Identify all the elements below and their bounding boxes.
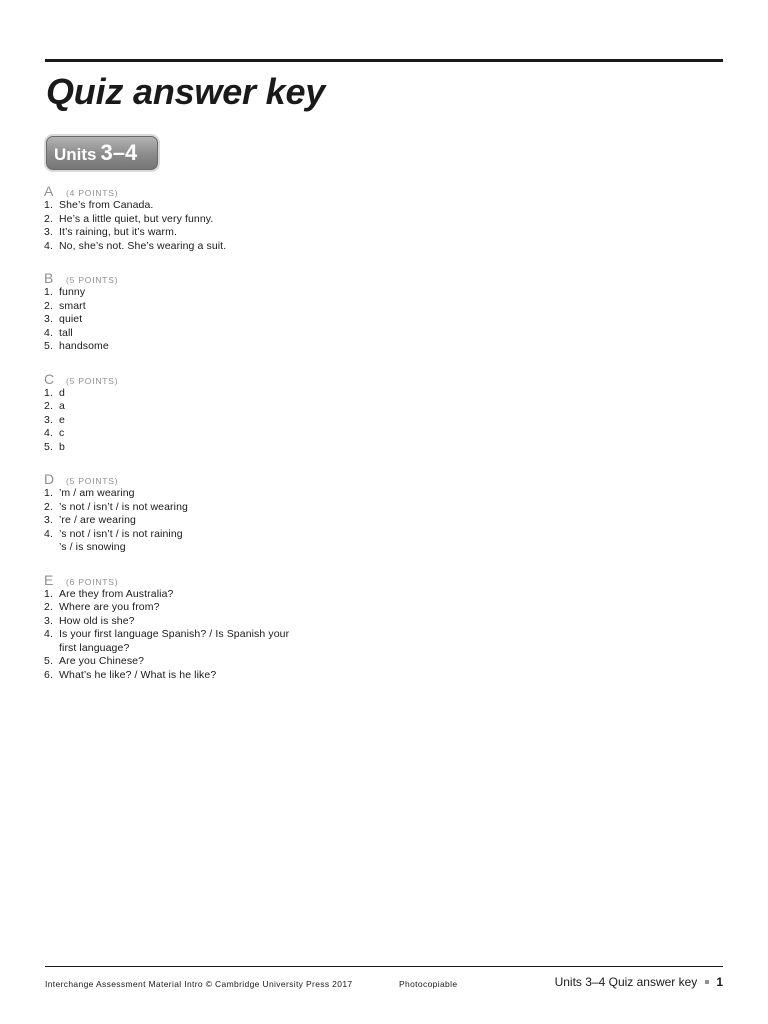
- answer-item: [44, 487, 464, 501]
- footer-section-title: Units 3–4 Quiz answer key: [554, 975, 698, 989]
- answer-item: [44, 387, 464, 401]
- answer-item: [44, 588, 464, 602]
- footer-bullet: [705, 980, 709, 984]
- section-points: (4 POINTS): [66, 188, 119, 198]
- answer-number: 1.: [44, 386, 53, 399]
- units-badge-range: 3–4: [100, 140, 138, 165]
- answer-number: 3.: [44, 614, 53, 627]
- section-letter: A: [44, 183, 54, 199]
- answer-item: [44, 601, 464, 615]
- units-badge: [46, 136, 158, 170]
- answer-number: 3.: [44, 413, 53, 426]
- answer-text: ’s not / isn’t / is not wearing: [59, 500, 188, 513]
- section-heading: [44, 572, 464, 588]
- answer-list: [44, 588, 464, 683]
- answer-text: b: [59, 440, 65, 453]
- section-letter: D: [44, 471, 55, 487]
- answer-text: He’s a little quiet, but very funny.: [59, 212, 214, 225]
- answer-item-continuation: [44, 541, 464, 555]
- page-title: Quiz answer key: [46, 71, 326, 112]
- answer-sections: [44, 183, 464, 699]
- section-e: [44, 572, 464, 683]
- answer-text: a: [59, 400, 65, 412]
- section-d: [44, 471, 464, 555]
- answer-item: [44, 414, 464, 428]
- answer-number: 1.: [44, 587, 53, 600]
- units-badge-word: Units: [54, 145, 97, 164]
- answer-number: 4.: [44, 427, 53, 439]
- answer-text: quiet: [59, 313, 83, 325]
- answer-text: Are you Chinese?: [59, 655, 145, 667]
- answer-item: [44, 669, 464, 683]
- answer-number: 1.: [44, 286, 53, 298]
- answer-number: 2.: [44, 299, 53, 312]
- footer-page-info: [555, 975, 723, 989]
- answer-item: [44, 286, 464, 300]
- answer-number: 5.: [44, 340, 53, 352]
- section-letter: B: [44, 270, 54, 286]
- answer-text: No, she’s not. She’s wearing a suit.: [59, 239, 227, 252]
- answer-number: 2.: [44, 601, 53, 613]
- section-heading: [44, 270, 464, 286]
- answer-text: Is your first language Spanish? / Is Spanish your: [59, 628, 290, 640]
- answer-item: [44, 240, 464, 254]
- answer-number: 3.: [44, 313, 53, 325]
- section-points: (6 POINTS): [66, 576, 119, 587]
- section-points: (5 POINTS): [66, 275, 119, 285]
- answer-item: [44, 340, 464, 354]
- answer-list: [44, 387, 464, 455]
- section-heading: [44, 371, 464, 387]
- answer-number: 4.: [44, 628, 53, 640]
- answer-item: [44, 213, 464, 227]
- answer-text: first language?: [59, 641, 130, 654]
- footer-photocopiable: Photocopiable: [399, 979, 458, 989]
- answer-item: [44, 441, 464, 455]
- answer-text: tall: [59, 326, 73, 339]
- answer-text: e: [59, 413, 65, 426]
- answer-text: funny: [59, 286, 86, 298]
- answer-text: handsome: [59, 340, 109, 352]
- answer-list: [44, 199, 464, 253]
- footer-copyright: Interchange Assessment Material Intro © Cambridge University Press 2017: [45, 979, 353, 989]
- answer-text: She’s from Canada.: [59, 199, 154, 211]
- answer-item: [44, 300, 464, 314]
- answer-item: [44, 226, 464, 240]
- answer-item: [44, 313, 464, 327]
- section-heading: [44, 471, 464, 487]
- answer-item: [44, 514, 464, 528]
- section-b: [44, 270, 464, 354]
- answer-number: 2.: [44, 500, 53, 513]
- answer-text: d: [59, 386, 65, 399]
- answer-item: [44, 615, 464, 629]
- answer-text: ’s / is snowing: [59, 541, 126, 553]
- answer-text: ’s not / isn’t / is not raining: [59, 527, 183, 540]
- answer-text: It’s raining, but it’s warm.: [59, 226, 177, 238]
- footer-rule: [45, 966, 723, 967]
- answer-number: 5.: [44, 440, 53, 453]
- answer-item: [44, 501, 464, 515]
- answer-number: 1.: [44, 199, 53, 211]
- section-letter: C: [44, 370, 55, 387]
- answer-number: 3.: [44, 226, 53, 238]
- answer-text: Are they from Australia?: [59, 587, 174, 600]
- answer-item: [44, 400, 464, 414]
- answer-text: smart: [59, 299, 86, 312]
- answer-item: [44, 655, 464, 669]
- section-heading: [44, 183, 464, 199]
- answer-number: 6.: [44, 668, 53, 681]
- answer-text: ’re / are wearing: [59, 514, 136, 526]
- answer-text: ’m / am wearing: [59, 487, 135, 499]
- section-c: [44, 371, 464, 455]
- answer-number: 1.: [44, 487, 53, 499]
- answer-number: 2.: [44, 400, 53, 412]
- section-a: [44, 183, 464, 253]
- top-rule: [45, 59, 723, 62]
- answer-item: [44, 327, 464, 341]
- answer-number: 2.: [44, 212, 53, 225]
- answer-number: 4.: [44, 239, 53, 252]
- answer-item: [44, 199, 464, 213]
- answer-list: [44, 286, 464, 354]
- answer-item: [44, 427, 464, 441]
- answer-item: [44, 528, 464, 542]
- answer-number: 4.: [44, 527, 53, 540]
- answer-text: How old is she?: [59, 614, 135, 627]
- answer-number: 4.: [44, 326, 53, 339]
- answer-item-continuation: [44, 642, 464, 656]
- section-points: (5 POINTS): [66, 476, 119, 486]
- answer-item: [44, 628, 464, 642]
- page-number: 1: [716, 975, 723, 989]
- answer-number: 3.: [44, 514, 53, 526]
- answer-number: 5.: [44, 655, 53, 667]
- answer-list: [44, 487, 464, 555]
- answer-text: c: [59, 427, 65, 439]
- answer-text: Where are you from?: [59, 601, 160, 613]
- section-points: (5 POINTS): [66, 375, 119, 386]
- section-letter: E: [44, 571, 54, 588]
- answer-text: What’s he like? / What is he like?: [59, 668, 217, 681]
